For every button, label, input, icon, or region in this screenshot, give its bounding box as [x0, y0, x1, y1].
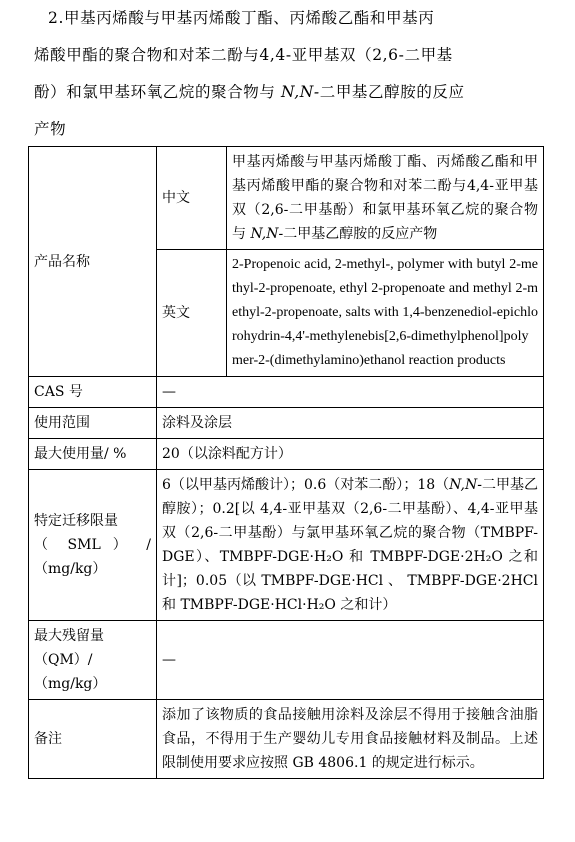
scope-label: 使用范围 — [29, 408, 157, 439]
chinese-name-value: 甲基丙烯酸与甲基丙烯酸丁酯、丙烯酸乙酯和甲基丙烯酸甲酯的聚合物和对苯二酚与4,4-亚甲基双（2,6-二甲基酚）和氯甲基环氧乙烷的聚合物与 N,N-二甲基乙醇胺的反应产物 — [227, 147, 544, 250]
product-name-label: 产品名称 — [29, 147, 157, 377]
table-row-product-name-cn — [29, 147, 544, 250]
note-value: 添加了该物质的食品接触用涂料及涂层不得用于接触含油脂食品，不得用于生产婴幼儿专用食品接触材料及制品。上述限制使用要求应按照 GB 4806.1 的规定进行标示。 — [157, 700, 544, 779]
scope-value: 涂料及涂层 — [157, 408, 544, 439]
sml-label — [29, 470, 157, 621]
english-label: 英文 — [157, 250, 227, 377]
sml-label-line-2: （ SML ） / — [34, 537, 151, 553]
qm-label-line-1: 最大残留量 — [34, 628, 104, 644]
max-use-value: 20（以涂料配方计） — [157, 439, 544, 470]
qm-label-line-2: （QM）/（mg/kg） — [34, 652, 107, 692]
table-row-scope — [29, 408, 544, 439]
sml-label-line-3: （mg/kg） — [34, 561, 107, 577]
chinese-label: 中文 — [157, 147, 227, 250]
qm-value: — — [157, 621, 544, 700]
table-row-cas — [29, 377, 544, 408]
heading-line-2: 烯酸甲酯的聚合物和对苯二酚与4,4-亚甲基双（2,6-二甲基 — [34, 46, 453, 64]
note-label: 备注 — [29, 700, 157, 779]
qm-label — [29, 621, 157, 700]
max-use-label: 最大使用量/ % — [29, 439, 157, 470]
heading-line-1: 2.甲基丙烯酸与甲基丙烯酸丁酯、丙烯酸乙酯和甲基丙 — [48, 9, 435, 27]
sml-value: 6（以甲基丙烯酸计）；0.6（对苯二酚）；18（N,N-二甲基乙醇胺）；0.2[以 4,4-亚甲基双（2,6-二甲基酚）、4,4-亚甲基双（2,6-二甲基酚）与氯甲基环氧乙烷的聚合物（TMBPF-DGE）、TMBPF-DGE·H₂O 和 TMBPF-DGE·2H₂O 之和计]；0.05（以 TMBPF-DGE·HCl 、 TMBPF-DGE·2HCl 和 TMBPF-DGE·HCl·H₂O 之和计） — [157, 470, 544, 621]
section-heading — [34, 0, 540, 148]
specification-table — [28, 146, 544, 779]
sml-label-line-1: 特定迁移限量 — [34, 513, 118, 529]
table-row-max-use — [29, 439, 544, 470]
table-row-qm — [29, 621, 544, 700]
table-row-sml — [29, 470, 544, 621]
table-row-note — [29, 700, 544, 779]
heading-line-3: 酚）和氯甲基环氧乙烷的聚合物与 N,N-二甲基乙醇胺的反应 — [34, 83, 465, 101]
cas-value: — — [157, 377, 544, 408]
cas-label: CAS 号 — [29, 377, 157, 408]
english-name-value: 2-Propenoic acid, 2-methyl-, polymer with butyl 2-methyl-2-propenoate, ethyl 2-propenoate and methyl 2-methyl-2-propenoate, salts with 1,4-benzenediol-epichlorohydrin-4,4'-methylenebis[2,6-dimethylphenol]polymer-2-(dimethylamino)ethanol reaction products — [227, 250, 544, 377]
heading-line-4: 产物 — [34, 120, 67, 138]
